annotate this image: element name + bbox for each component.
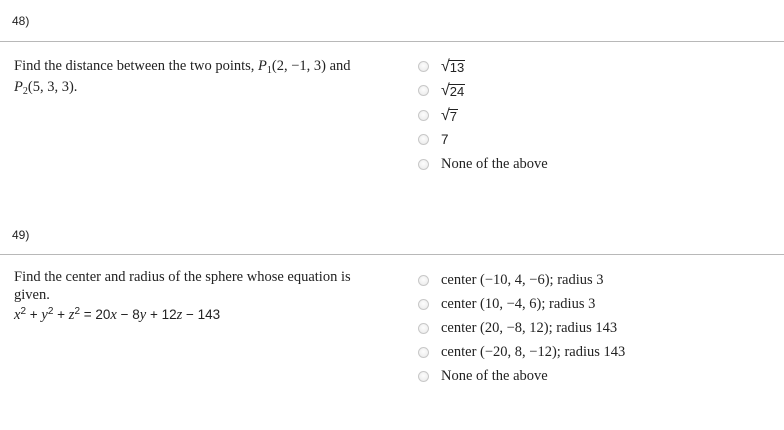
eq-term: − 143 xyxy=(182,307,221,322)
point-p2-coords: (5, 3, 3). xyxy=(27,79,78,95)
point-p2-subscript: 2 xyxy=(22,86,28,97)
answer-label xyxy=(441,107,458,124)
answer-option[interactable] xyxy=(418,152,548,177)
eq-var: x xyxy=(110,307,117,323)
answer-label: center (−10, 4, −6); radius 3 xyxy=(441,271,604,288)
question-text-line: given. xyxy=(14,287,50,303)
answer-label: center (−20, 8, −12); radius 143 xyxy=(441,343,626,360)
answer-label: None of the above xyxy=(441,155,548,172)
radio-button[interactable] xyxy=(418,371,429,382)
eq-term: + 12 xyxy=(146,307,177,322)
sqrt-icon: √ xyxy=(441,57,450,75)
answer-option[interactable] xyxy=(418,340,625,364)
radicand: 13 xyxy=(449,59,465,75)
radio-button[interactable] xyxy=(418,134,429,145)
sqrt-icon: √ xyxy=(441,82,450,100)
question-number: 48) xyxy=(12,14,30,28)
eq-exponent: 2 xyxy=(20,306,26,317)
answer-label xyxy=(441,82,465,99)
answer-label: center (10, −4, 6); radius 3 xyxy=(441,295,596,312)
answer-options xyxy=(418,54,548,177)
answer-option[interactable] xyxy=(418,54,548,79)
eq-var: y xyxy=(139,307,147,323)
question-divider xyxy=(0,254,784,255)
radicand: 7 xyxy=(449,108,458,124)
eq-var: z xyxy=(176,307,183,323)
answer-label: None of the above xyxy=(441,367,548,384)
radicand: 24 xyxy=(449,84,465,100)
radio-button[interactable] xyxy=(418,110,429,121)
eq-term: = 20 xyxy=(80,307,111,322)
answer-option[interactable] xyxy=(418,268,625,292)
answer-option[interactable] xyxy=(418,79,548,104)
eq-var: x xyxy=(14,307,21,323)
answer-label: 7 xyxy=(441,132,449,148)
answer-option[interactable] xyxy=(418,128,548,153)
point-p1-coords: (2, −1, 3) and xyxy=(271,58,351,74)
answer-options xyxy=(418,268,625,388)
point-p2-letter: P xyxy=(14,79,23,95)
answer-label: center (20, −8, 12); radius 143 xyxy=(441,319,618,336)
sphere-equation: $x^2 + y^2 + z^2 = 20x - 8y + 12z - 143$ xyxy=(14,306,221,323)
radio-button[interactable] xyxy=(418,347,429,358)
eq-var: y xyxy=(41,307,48,323)
answer-label xyxy=(441,58,465,75)
radio-button[interactable] xyxy=(418,85,429,96)
eq-term: − 8 xyxy=(116,307,140,322)
question-text-line: Find the center and radius of the sphere whose equation is xyxy=(14,269,351,285)
answer-option[interactable] xyxy=(418,364,625,388)
radio-button[interactable] xyxy=(418,299,429,310)
radio-button[interactable] xyxy=(418,159,429,170)
radio-button[interactable] xyxy=(418,61,429,72)
eq-exponent: 2 xyxy=(74,306,80,317)
question-number: 49) xyxy=(12,228,30,242)
eq-exponent: 2 xyxy=(47,306,54,317)
sqrt-icon: √ xyxy=(441,106,450,124)
eq-var: z xyxy=(68,307,75,323)
point-p1-subscript: 1 xyxy=(266,65,272,76)
question-text xyxy=(14,268,409,324)
answer-option[interactable] xyxy=(418,103,548,128)
answer-option[interactable] xyxy=(418,316,625,340)
question-divider xyxy=(0,41,784,42)
question-text xyxy=(14,56,404,98)
question-text-part: Find the distance between the two points, xyxy=(14,58,259,74)
answer-option[interactable] xyxy=(418,292,625,316)
radio-button[interactable] xyxy=(418,323,429,334)
point-p1-letter: P xyxy=(258,58,267,74)
radio-button[interactable] xyxy=(418,275,429,286)
